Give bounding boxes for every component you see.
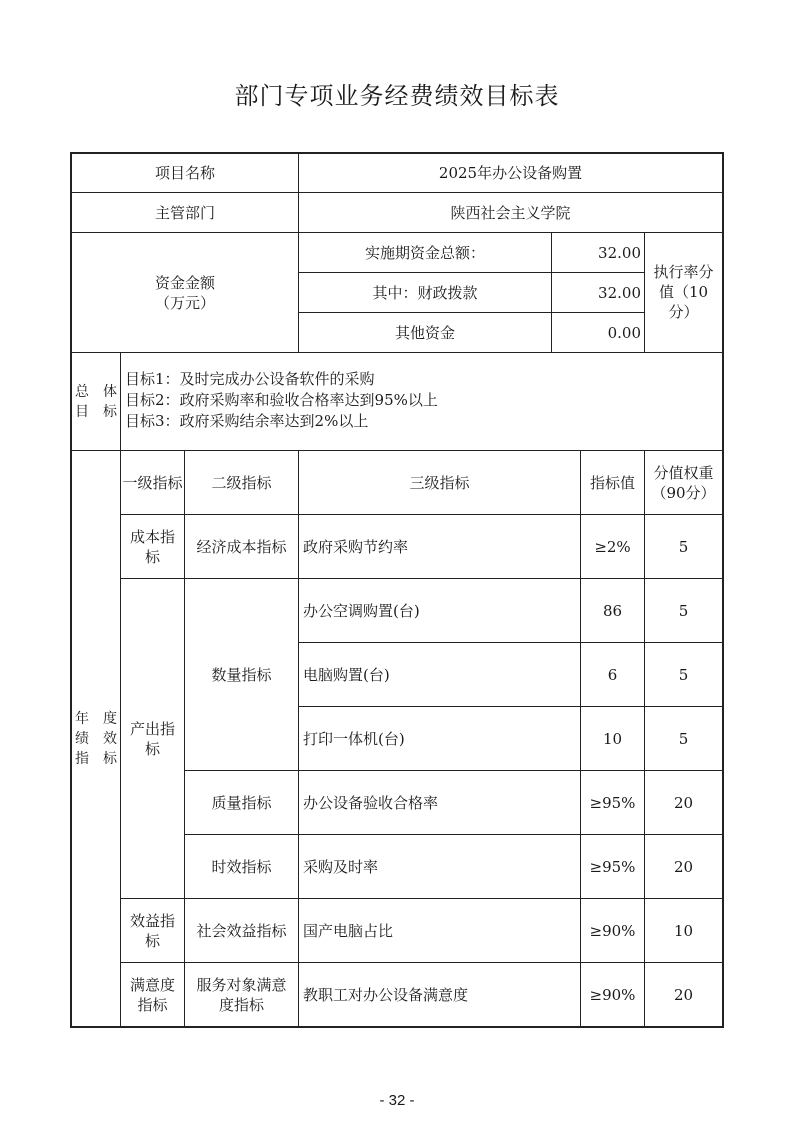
level3-indicator: 政府采购节约率 [303,537,409,556]
table-border-bottom [70,1026,723,1028]
level3-indicator: 国产电脑占比 [303,921,394,940]
annual-indicators-label [72,451,120,1026]
indicator-value: ≥95% [589,793,636,812]
department-value: 陕西社会主义学院 [450,203,571,222]
indicator-value: 10 [602,729,623,748]
indicator-weight: 10 [673,921,694,940]
table-border-right [722,152,724,1028]
indicator-weight: 20 [673,985,694,1004]
level3-indicator: 打印一体机(台) [303,729,405,748]
indicator-weight: 20 [673,793,694,812]
funds-total-value: 32.00 [598,243,641,262]
funds-label-line1: 资金金额 [154,273,215,292]
indicator-value: 6 [607,665,618,684]
funds-fiscal-label: 其中：财政拨款 [372,283,478,302]
indicator-weight: 5 [678,665,689,684]
annual-label-line3: 指 标 [75,750,117,767]
overall-goals-list [121,353,722,450]
level3-indicator: 办公设备验收合格率 [303,793,439,812]
funds-other-label: 其他资金 [394,323,455,342]
indicator-weight: 20 [673,857,694,876]
header-level2: 二级指标 [211,473,272,492]
indicator-value: ≥2% [594,537,631,556]
overall-goals-label-line2: 目 标 [75,403,117,420]
header-value: 指标值 [589,473,635,492]
project-name-value: 2025年办公设备购置 [438,163,583,182]
goal-item: 目标3：政府采购结余率达到2%以上 [125,412,369,430]
annual-label-line2: 绩 效 [75,730,117,747]
indicator-weight: 5 [678,537,689,556]
level1-satisfaction: 满意度指标 [129,975,175,1014]
indicator-value: ≥90% [589,985,636,1004]
indicator-weight: 5 [678,601,689,620]
annual-label-line1: 年 度 [75,710,117,727]
page-title: 部门专项业务经费绩效目标表 [234,82,560,110]
goal-item: 目标1：及时完成办公设备软件的采购 [125,370,375,388]
header-weight: 分值权重（90分） [651,463,716,502]
project-name-label: 项目名称 [154,163,215,182]
level2-social-benefit: 社会效益指标 [196,921,287,940]
exec-rate-label: 执行率分值（10分） [653,263,714,321]
indicator-value: ≥95% [589,857,636,876]
level2-quality: 质量指标 [211,793,272,812]
indicator-value: 86 [602,601,623,620]
level1-output: 产出指标 [129,719,175,758]
goal-item: 目标2：政府采购率和验收合格率达到95%以上 [125,391,438,409]
page-number: - 32 - [379,1092,415,1109]
funds-label [72,233,298,352]
funds-other-value: 0.00 [607,323,641,342]
overall-goals-label-line1: 总 体 [75,383,117,400]
level2-quantity: 数量指标 [211,665,272,684]
department-label: 主管部门 [154,203,215,222]
level3-indicator: 办公空调购置(台) [303,601,420,620]
level2-timeliness: 时效指标 [211,857,272,876]
funds-label-line2: （万元） [154,293,215,312]
level1-benefit: 效益指标 [129,911,175,950]
level3-indicator: 教职工对办公设备满意度 [303,985,469,1004]
level3-indicator: 电脑购置(台) [303,665,390,684]
level2-economic-cost: 经济成本指标 [196,537,287,556]
funds-fiscal-value: 32.00 [598,283,641,302]
indicator-weight: 5 [678,729,689,748]
level1-cost: 成本指标 [129,527,175,566]
header-level3: 三级指标 [409,473,470,492]
overall-goals-label [72,353,120,450]
level3-indicator: 采购及时率 [303,857,379,876]
indicator-value: ≥90% [589,921,636,940]
funds-total-label: 实施期资金总额： [364,243,485,262]
level2-service-satisfaction: 服务对象满意度指标 [196,975,287,1014]
header-level1: 一级指标 [122,473,183,492]
